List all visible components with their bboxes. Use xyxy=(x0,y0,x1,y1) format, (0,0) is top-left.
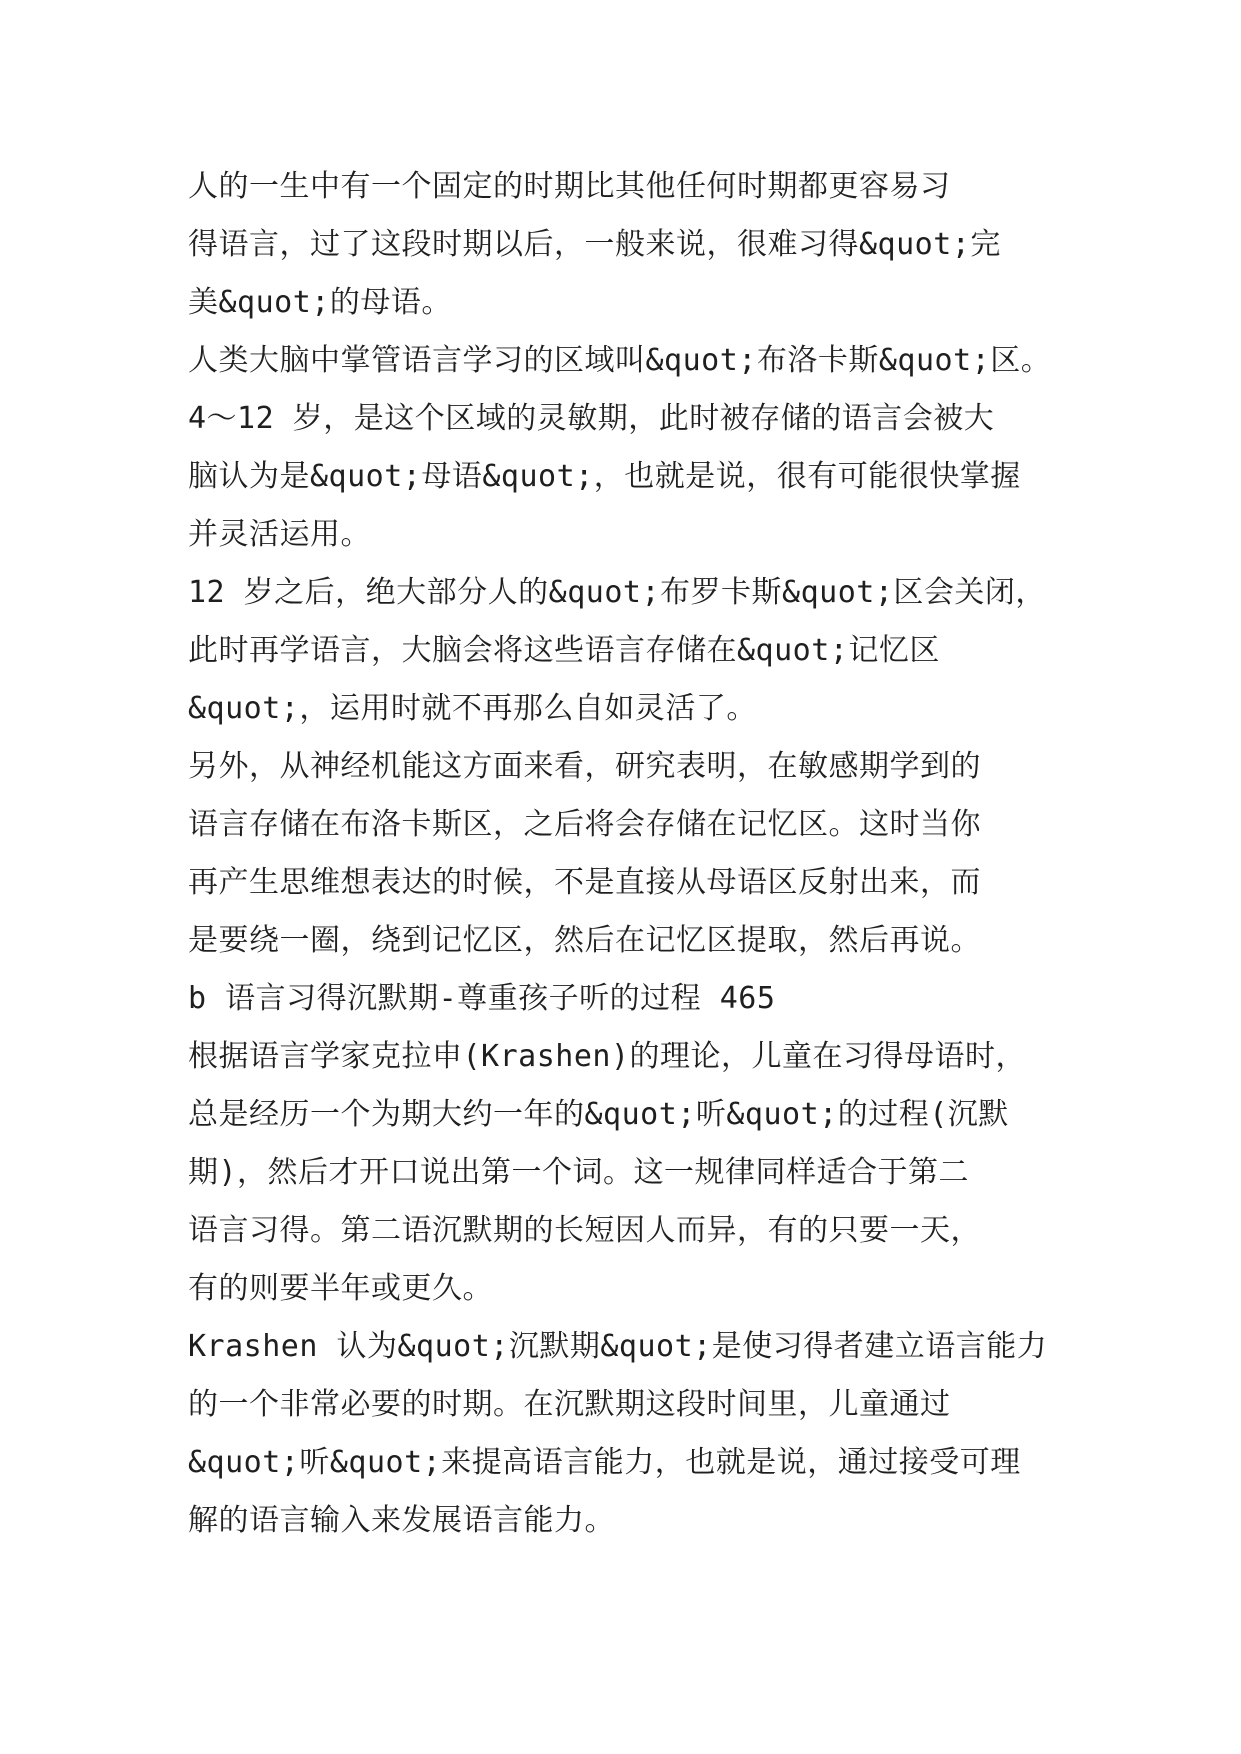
text-line: 语言习得。第二语沉默期的长短因人而异，有的只要一天， xyxy=(188,1213,981,1248)
text-line: 总是经历一个为期大约一年的&quot;听&quot;的过程(沉默 xyxy=(188,1097,1009,1132)
text-line: 根据语言学家克拉申(Krashen)的理论，儿童在习得母语时， xyxy=(188,1039,1027,1074)
heading-line: b 语言习得沉默期-尊重孩子听的过程 465 xyxy=(188,981,776,1016)
text-line: 此时再学语言，大脑会将这些语言存储在&quot;记忆区 xyxy=(188,633,940,668)
paragraph-2 xyxy=(188,332,1060,564)
text-line: 语言存储在布洛卡斯区，之后将会存储在记忆区。这时当你 xyxy=(188,807,981,842)
text-line: 人类大脑中掌管语言学习的区域叫&quot;布洛卡斯&quot;区。 xyxy=(188,343,1052,378)
text-line: 的一个非常必要的时期。在沉默期这段时间里，儿童通过 xyxy=(188,1387,951,1422)
paragraph-3 xyxy=(188,564,1060,738)
paragraph-6 xyxy=(188,1318,1060,1550)
text-line: Krashen 认为&quot;沉默期&quot;是使习得者建立语言能力 xyxy=(188,1329,1048,1364)
text-line: 解的语言输入来发展语言能力。 xyxy=(188,1503,615,1538)
text-line: 期)，然后才开口说出第一个词。这一规律同样适合于第二 xyxy=(188,1155,970,1190)
text-line: 得语言，过了这段时期以后，一般来说，很难习得&quot;完 xyxy=(188,227,1001,262)
paragraph-5 xyxy=(188,1028,1060,1318)
text-line: 12 岁之后，绝大部分人的&quot;布罗卡斯&quot;区会关闭， xyxy=(188,575,1046,610)
text-line: &quot;听&quot;来提高语言能力，也就是说，通过接受可理 xyxy=(188,1445,1021,1480)
section-heading xyxy=(188,970,1060,1028)
paragraph-4 xyxy=(188,738,1060,970)
text-line: 有的则要半年或更久。 xyxy=(188,1271,493,1306)
document-body xyxy=(188,158,1060,1550)
text-line: 脑认为是&quot;母语&quot;，也就是说，很有可能很快掌握 xyxy=(188,459,1021,494)
text-line: 另外，从神经机能这方面来看，研究表明，在敏感期学到的 xyxy=(188,749,981,784)
text-line: 再产生思维想表达的时候，不是直接从母语区反射出来，而 xyxy=(188,865,981,900)
text-line: 并灵活运用。 xyxy=(188,517,371,552)
text-line: 是要绕一圈，绕到记忆区，然后在记忆区提取，然后再说。 xyxy=(188,923,981,958)
text-line: 美&quot;的母语。 xyxy=(188,285,452,320)
text-line: 人的一生中有一个固定的时期比其他任何时期都更容易习 xyxy=(188,169,951,204)
paragraph-1 xyxy=(188,158,1060,332)
text-line: 4～12 岁，是这个区域的灵敏期，此时被存储的语言会被大 xyxy=(188,401,995,436)
text-line: &quot;，运用时就不再那么自如灵活了。 xyxy=(188,691,757,726)
